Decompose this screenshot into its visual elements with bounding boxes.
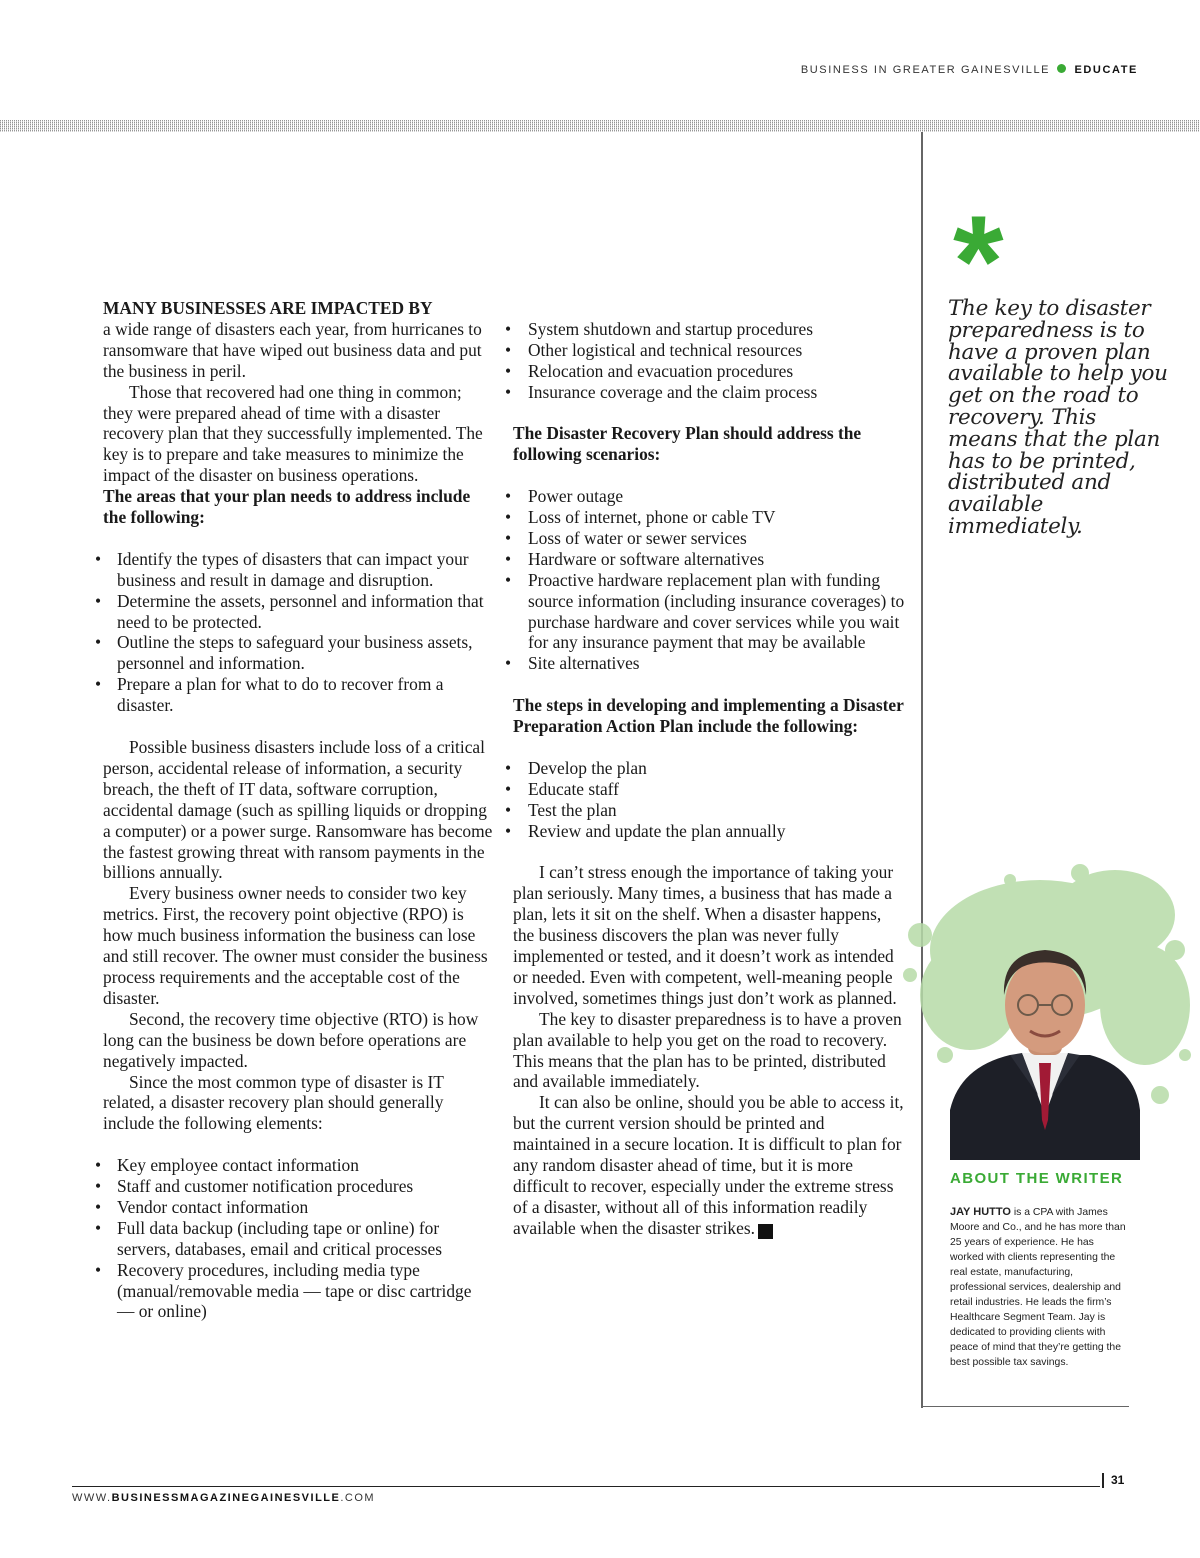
list-item: • System shutdown and startup procedures (503, 319, 905, 340)
list-item: • Key employee contact information (92, 1155, 493, 1176)
list-item: • Hardware or software alternatives (503, 549, 905, 570)
page-number: 31 (1111, 1473, 1125, 1487)
writer-name: JAY HUTTO (950, 1206, 1011, 1218)
running-header (801, 64, 1138, 76)
list-item: • Vendor contact information (92, 1197, 493, 1218)
list-item: • Educate staff (503, 779, 905, 800)
sidebar-divider (921, 132, 923, 1408)
list-item: • Insurance coverage and the claim process (503, 382, 905, 403)
list-item: • Loss of internet, phone or cable TV (503, 507, 905, 528)
list-item: • Review and update the plan annually (503, 821, 905, 842)
areas-list (92, 549, 493, 716)
about-the-writer-heading: ABOUT THE WRITER (950, 1170, 1124, 1187)
paragraph-recovered: Those that recovered had one thing in common; they were prepared ahead of time with a disaster recovery plan that they successfully implemented. The key is to prepare and take measures to minimize the impact of the disaster on business operations. (103, 381, 483, 486)
url-prefix: WWW. (72, 1492, 112, 1504)
lead-text: a wide range of disasters each year, from hurricanes to ransomware that have wiped out business data and put the business in peril. (103, 318, 482, 381)
list-item: • Prepare a plan for what to do to recover from a disaster. (92, 674, 493, 716)
section-label: EDUCATE (1074, 64, 1138, 76)
writer-portrait-image (890, 855, 1200, 1165)
list-item: • Other logistical and technical resources (503, 340, 905, 361)
paragraph-online-text: It can also be online, should you be able to access it, but the current version should be printed and maintained in a secure location. It is difficult to plan for any random disaster ahead of time, but it is more difficult to recover, especially under the extreme stress of a disaster, without all of this information readily available when the disaster strikes. (513, 1092, 904, 1238)
lead-caps: MANY BUSINESSES ARE IMPACTED BY (103, 298, 433, 318)
list-item: • Test the plan (503, 800, 905, 821)
footer-tick (1102, 1473, 1104, 1488)
article-column-1 (103, 298, 493, 1343)
steps-heading: The steps in developing and implementing a Disaster Preparation Action Plan include the following: (513, 695, 904, 737)
list-item: • Staff and customer notification procedures (92, 1176, 493, 1197)
end-mark-icon: B (758, 1224, 773, 1239)
list-item: • Identify the types of disasters that can impact your business and result in damage and disruption. (92, 549, 493, 591)
lead-paragraph (103, 298, 493, 382)
decorative-pattern-band (0, 120, 1200, 132)
paragraph-possible-disasters: Possible business disasters include loss of a critical person, accidental release of information, a security breach, the theft of IT data, software corruption, accidental damage (such as spilling liquids or dropping a computer) or a power surge. Ransomware has become the fastest growing threat with ransom payments in the billions annually. (103, 737, 493, 883)
list-item: • Recovery procedures, including media type (manual/removable media — tape or disc cartridge — or online) (92, 1260, 493, 1323)
paragraph-online (513, 1092, 905, 1238)
website-url[interactable] (72, 1492, 375, 1504)
list-item: • Loss of water or sewer services (503, 528, 905, 549)
list-item: • Relocation and evacuation procedures (503, 361, 905, 382)
elements-list-continued (503, 319, 905, 403)
scenarios-list (503, 486, 905, 674)
publication-name: BUSINESS IN GREATER GAINESVILLE (800, 64, 1051, 76)
list-item: • Proactive hardware replacement plan with funding source information (including insurance coverages) to purchase hardware and cover services while you wait for any insurance payment that may be available (503, 570, 905, 654)
elements-list (92, 1155, 493, 1322)
areas-heading: The areas that your plan needs to address include the following: (103, 486, 471, 528)
paragraph-rto: Second, the recovery time objective (RTO) is how long can the business be down before operations are negatively impacted. (103, 1008, 479, 1071)
paragraph-it-related: Since the most common type of disaster is IT related, a disaster recovery plan should generally include the following elements: (103, 1071, 444, 1134)
steps-list (503, 758, 905, 842)
asterisk-icon: * (953, 188, 1004, 334)
writer-bio (950, 1205, 1130, 1370)
list-item: • Develop the plan (503, 758, 905, 779)
list-item: • Power outage (503, 486, 905, 507)
url-suffix: .COM (340, 1492, 376, 1504)
writer-photo (890, 855, 1200, 1165)
list-item: • Determine the assets, personnel and information that need to be protected. (92, 591, 493, 633)
scenarios-heading: The Disaster Recovery Plan should address the following scenarios: (513, 423, 862, 465)
list-item: • Outline the steps to safeguard your business assets, personnel and information. (92, 632, 493, 674)
paragraph-stress: I can’t stress enough the importance of taking your plan seriously. Many times, a business that has made a plan, lets it sit on the shelf. When a disaster happens, the business discovers the plan was never fully implemented or tested, and it doesn’t work as intended or needed. Even with competent, well-meaning people involved, sometimes things just don’t work as planned. (513, 862, 897, 1008)
url-domain: BUSINESSMAGAZINEGAINESVILLE (111, 1492, 341, 1504)
section-dot-icon (1057, 64, 1066, 73)
list-item: • Full data backup (including tape or online) for servers, databases, email and critical processes (92, 1218, 493, 1260)
paragraph-metrics: Every business owner needs to consider two key metrics. First, the recovery point objective (RPO) is how much business information the business can lose and still recover. The owner must consider the business process requirements and the acceptable cost of the disaster. (103, 883, 488, 1008)
pull-quote: The key to disaster preparedness is to have a proven plan available to help you get on the road to recovery. This means that the plan has to be printed, distributed and available immediately. (948, 296, 1168, 539)
paragraph-key: The key to disaster preparedness is to have a proven plan available to help you get on the road to recovery. This means that the plan has to be printed, distributed and available immediately. (513, 1008, 902, 1092)
writer-bio-text: is a CPA with James Moore and Co., and he has more than 25 years of experience. He has worked with clients representing the real estate, manufacturing, professional services, dealership and retail industries. He leads the firm’s Healthcare Segment Team. Jay is dedicated to providing clients with peace of mind that they’re getting the best possible tax savings. (950, 1207, 1126, 1368)
article-column-2 (513, 298, 905, 1239)
footer-rule (72, 1486, 1100, 1487)
list-item: • Site alternatives (503, 653, 905, 674)
sidebar-bottom-rule (921, 1406, 1129, 1407)
